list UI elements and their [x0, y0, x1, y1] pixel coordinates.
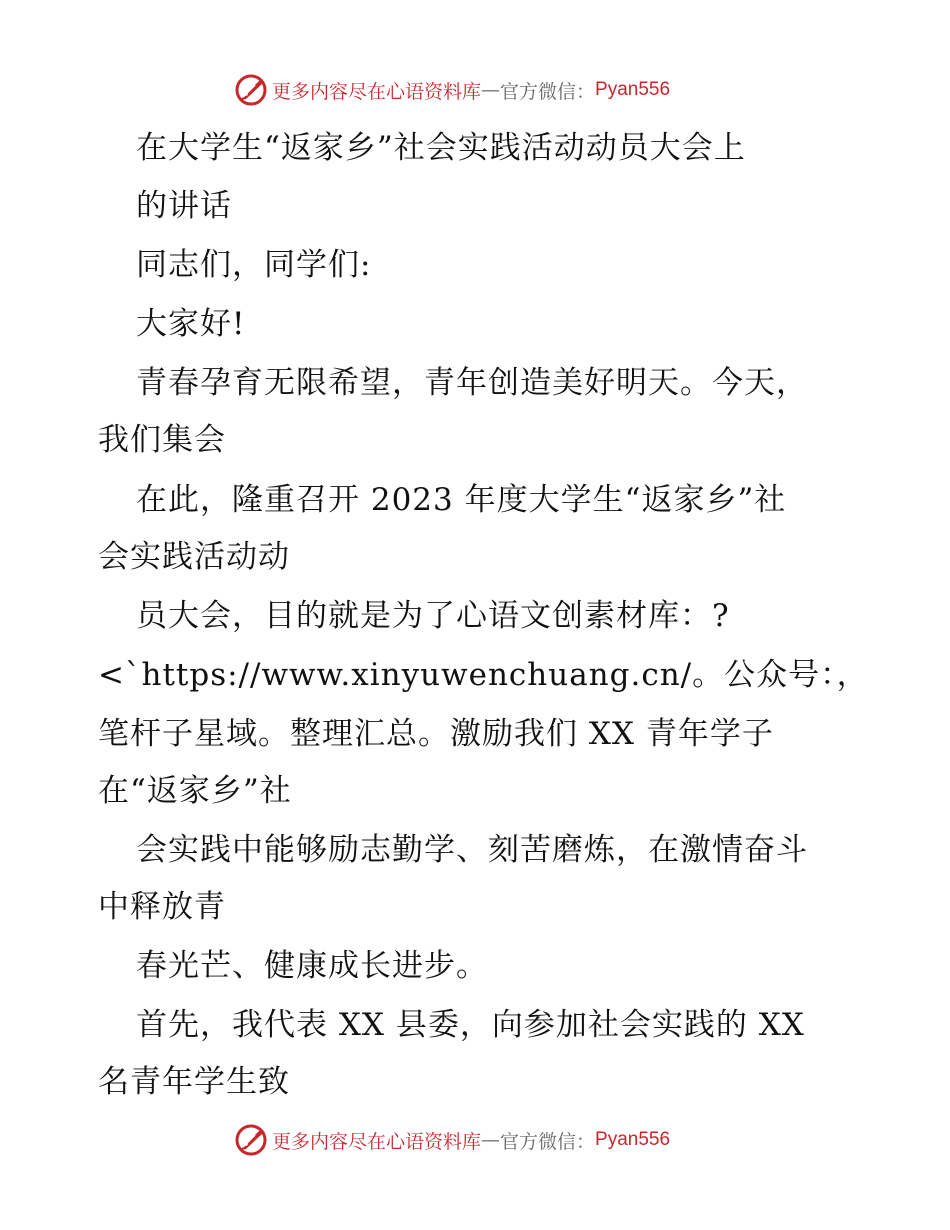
banner-dash: —: [481, 1129, 501, 1151]
text-line: 青春孕育无限希望，青年创造美好明天。今天，: [136, 365, 808, 401]
text-line: 的讲话: [136, 188, 232, 224]
quill-logo-icon: [234, 73, 268, 107]
text-line: 春光芒、健康成长进步。: [136, 948, 488, 984]
banner-dash: —: [481, 79, 501, 101]
banner-slogan: 更多内容尽在心语资料库: [272, 1130, 482, 1153]
text-line: 我们集会: [98, 422, 226, 458]
text-line: 大家好!: [136, 306, 246, 342]
text-line: 中释放青: [98, 889, 226, 925]
quill-logo-icon: [234, 1123, 268, 1157]
text-line: <`https://www.xinyuwenchuang.cn/。公众号：，: [98, 657, 869, 693]
banner-wechat-id: Pyan556: [595, 1129, 671, 1150]
text-line: 笔杆子星域。整理汇总。激励我们 XX 青年学子: [98, 716, 774, 752]
banner-wechat-id: Pyan556: [595, 79, 671, 100]
header-banner: [234, 70, 670, 110]
banner-wechat-label: 官方微信：: [500, 80, 596, 103]
text-line: 在“返家乡”社: [98, 773, 292, 809]
text-line: 同志们，同学们:: [136, 247, 372, 283]
text-line: 在此，隆重召开 2023 年度大学生“返家乡”社: [136, 482, 787, 518]
text-line: 名青年学生致: [98, 1064, 290, 1100]
text-line: 首先，我代表 XX 县委，向参加社会实践的 XX: [136, 1007, 805, 1043]
banner-wechat-label: 官方微信：: [500, 1130, 596, 1153]
text-line: 会实践中能够励志勤学、刻苦磨炼，在激情奋斗: [136, 832, 808, 868]
banner-slogan: 更多内容尽在心语资料库: [272, 80, 482, 103]
footer-banner: [234, 1120, 670, 1160]
text-line: 会实践活动动: [98, 539, 290, 575]
text-line: 在大学生“返家乡”社会实践活动动员大会上: [136, 130, 746, 166]
text-line: 员大会，目的就是为了心语文创素材库：?: [136, 598, 730, 634]
